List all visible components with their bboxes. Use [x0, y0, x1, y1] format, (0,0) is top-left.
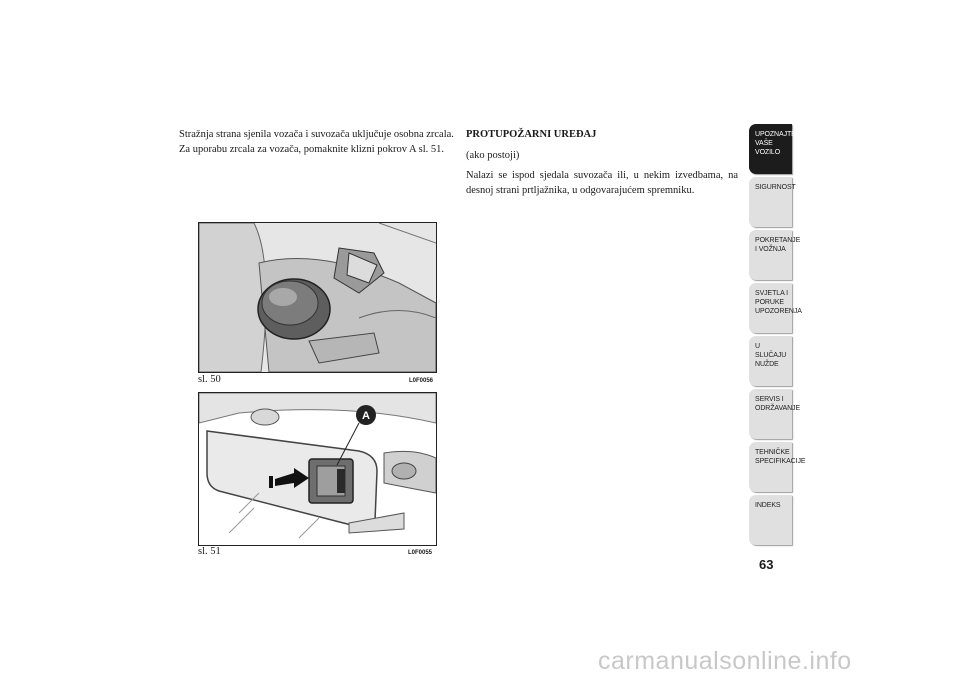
tab-servis-i-odrzavanje[interactable] [749, 389, 801, 439]
right-column [466, 128, 738, 204]
tab-upoznajte-vase-vozilo[interactable] [749, 124, 796, 174]
tab-tehnicke-specifikacije[interactable] [749, 442, 806, 492]
tab-svjetla-i-poruke[interactable] [749, 283, 802, 333]
figure-50-caption: sl. 50 [198, 374, 221, 385]
figure-51-caption: sl. 51 [198, 546, 221, 557]
figure-50-code: L0F0056 [409, 378, 434, 384]
tab-indeks[interactable] [749, 495, 792, 545]
console-drawing [199, 223, 436, 372]
figure-50-illustration [198, 222, 437, 373]
tab-label: SERVIS I ODRŽAVANJE [755, 396, 801, 412]
tab-label: UPOZNAJTE VAŠE VOZILO [755, 131, 796, 156]
left-column [179, 128, 469, 157]
paragraph-line: Stražnja strana sjenila vozača i suvozača uključuje osobna zrcala. [179, 129, 454, 140]
tab-label: POKRETANJE I VOŽNJA [755, 237, 801, 253]
tab-pokretanje-i-voznja[interactable] [749, 230, 801, 280]
figure-51-illustration [198, 392, 437, 546]
figure-51-code: L0F0055 [408, 550, 433, 556]
sun-visor-drawing [199, 393, 436, 545]
tab-label: INDEKS [755, 502, 781, 509]
tab-label: SIGURNOST [755, 184, 796, 191]
section-tabs [749, 124, 806, 548]
marker-a-label: A [362, 410, 370, 422]
section-heading: PROTUPOŽARNI UREĐAJ [466, 129, 597, 140]
tab-u-slucaju-nuzde[interactable] [749, 336, 792, 386]
section-paragraph: Nalazi se ispod sjedala suvozača ili, u nekim izvedbama, na desnoj strani prtljažnika, u odgovarajućem spremniku. [466, 170, 738, 196]
tab-label: U SLUČAJU NUŽDE [755, 343, 787, 368]
paragraph-line: Za uporabu zrcala za vozača, pomaknite klizni pokrov A sl. 51. [179, 143, 445, 155]
watermark-text: carmanualsonline.info [598, 647, 852, 675]
tab-sigurnost[interactable] [749, 177, 796, 227]
tab-label: SVJETLA I PORUKE UPOZORENJA [755, 290, 802, 315]
tab-label: TEHNIČKE SPECIFIKACIJE [755, 449, 806, 465]
section-subheading: (ako postoji) [466, 149, 520, 161]
page-number: 63 [759, 557, 774, 572]
